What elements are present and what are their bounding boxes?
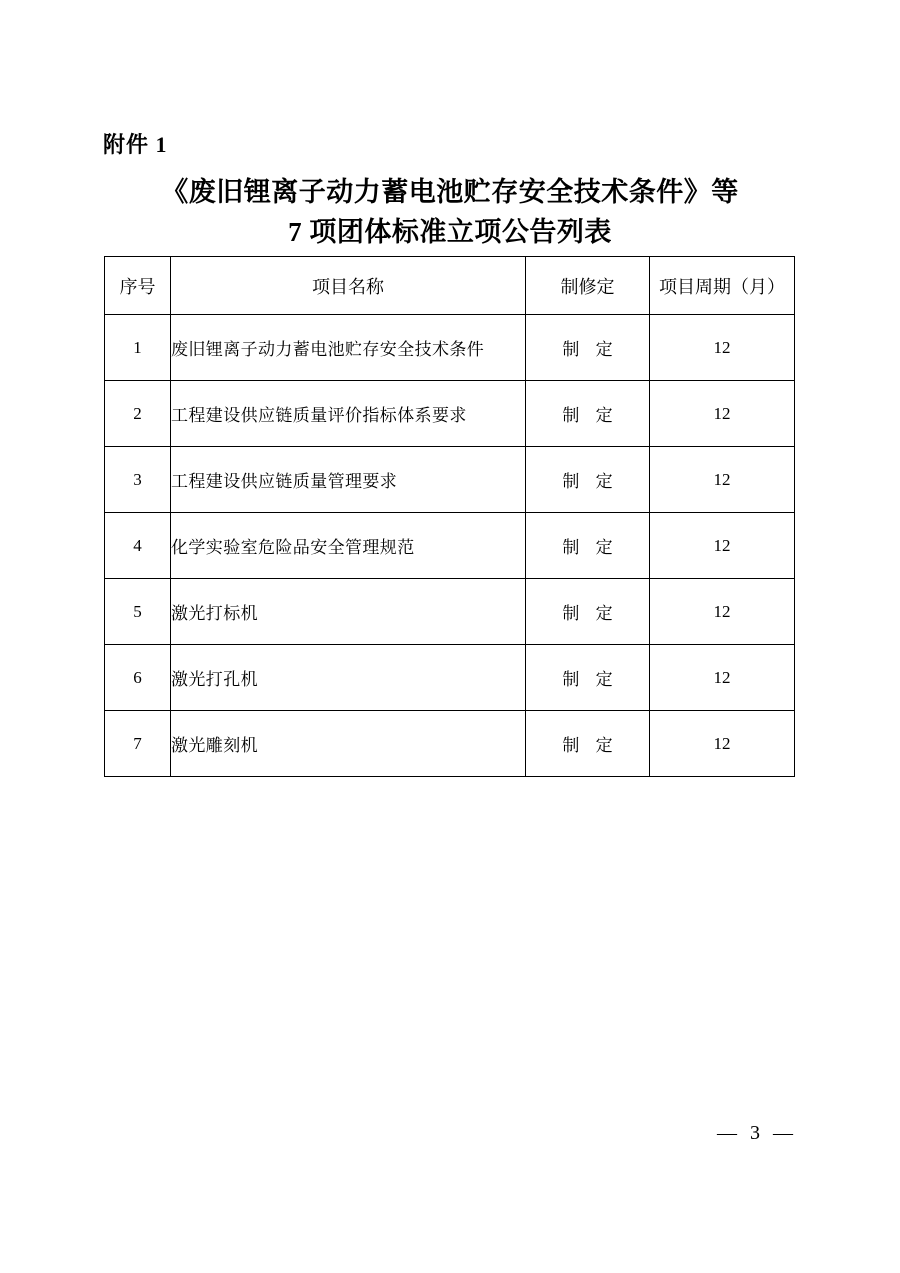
cell-index: 7 xyxy=(105,711,171,777)
cell-type: 制 定 xyxy=(526,381,650,447)
column-header-name: 项目名称 xyxy=(171,257,526,315)
table-header-row xyxy=(105,257,795,315)
cell-type: 制 定 xyxy=(526,645,650,711)
table-row xyxy=(105,381,795,447)
page-title-line-1: 《废旧锂离子动力蓄电池贮存安全技术条件》等 xyxy=(161,177,739,207)
cell-name: 化学实验室危险品安全管理规范 xyxy=(171,513,526,579)
table-row xyxy=(105,579,795,645)
column-header-index: 序号 xyxy=(105,257,171,315)
cell-index: 6 xyxy=(105,645,171,711)
cell-cycle: 12 xyxy=(650,579,795,645)
cell-type: 制 定 xyxy=(526,711,650,777)
standards-table xyxy=(104,256,795,777)
table-row xyxy=(105,711,795,777)
table-row xyxy=(105,447,795,513)
table-row xyxy=(105,315,795,381)
column-header-type: 制修定 xyxy=(526,257,650,315)
cell-name: 废旧锂离子动力蓄电池贮存安全技术条件 xyxy=(171,315,526,381)
cell-index: 2 xyxy=(105,381,171,447)
cell-type: 制 定 xyxy=(526,513,650,579)
cell-index: 4 xyxy=(105,513,171,579)
cell-name: 工程建设供应链质量评价指标体系要求 xyxy=(171,381,526,447)
page-title xyxy=(103,172,797,252)
cell-index: 5 xyxy=(105,579,171,645)
page-title-line-2: 7 项团体标准立项公告列表 xyxy=(288,217,612,247)
cell-cycle: 12 xyxy=(650,447,795,513)
page-number: — 3 — xyxy=(717,1122,797,1144)
cell-cycle: 12 xyxy=(650,513,795,579)
attachment-label: 附件 1 xyxy=(103,132,168,157)
cell-name: 激光雕刻机 xyxy=(171,711,526,777)
table-row xyxy=(105,513,795,579)
column-header-cycle: 项目周期（月） xyxy=(650,257,795,315)
cell-index: 1 xyxy=(105,315,171,381)
cell-cycle: 12 xyxy=(650,315,795,381)
cell-cycle: 12 xyxy=(650,645,795,711)
cell-name: 激光打孔机 xyxy=(171,645,526,711)
cell-type: 制 定 xyxy=(526,579,650,645)
cell-cycle: 12 xyxy=(650,711,795,777)
cell-type: 制 定 xyxy=(526,447,650,513)
cell-type: 制 定 xyxy=(526,315,650,381)
cell-index: 3 xyxy=(105,447,171,513)
cell-name: 工程建设供应链质量管理要求 xyxy=(171,447,526,513)
table-row xyxy=(105,645,795,711)
cell-name: 激光打标机 xyxy=(171,579,526,645)
cell-cycle: 12 xyxy=(650,381,795,447)
